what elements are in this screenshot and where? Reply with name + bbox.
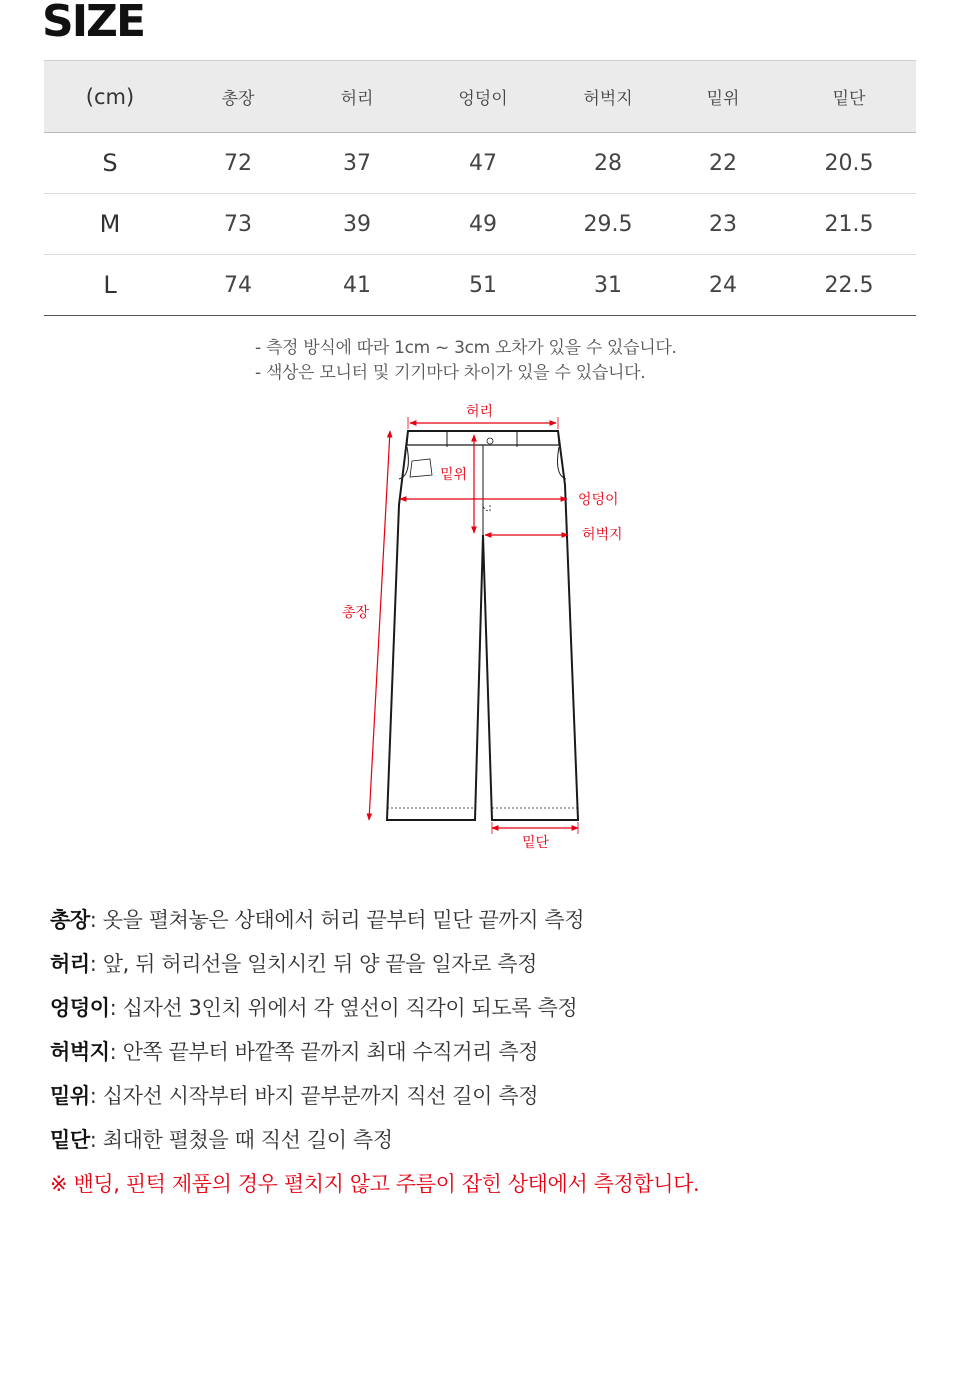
note-line: - 측정 방식에 따라 1cm ~ 3cm 오차가 있을 수 있습니다. [255, 338, 677, 358]
header-hem: 밑단 [782, 61, 916, 133]
size-label: S [44, 133, 176, 194]
header-rise: 밑위 [664, 61, 782, 133]
measurement-warning: ※ 밴딩, 핀턱 제품의 경우 펼치지 않고 주름이 잡힌 상태에서 측정합니다. [50, 1172, 700, 1196]
header-length: 총장 [176, 61, 300, 133]
cell-length: 72 [176, 133, 300, 194]
cell-hip: 51 [414, 255, 552, 316]
label-hip: 엉덩이 [578, 492, 619, 508]
definition-term: 밑위 [50, 1084, 90, 1108]
cell-waist: 39 [300, 194, 414, 255]
length-arrow [369, 431, 390, 820]
size-table-header [44, 61, 916, 133]
table-row [44, 194, 916, 255]
header-thigh: 허벅지 [552, 61, 664, 133]
label-thigh: 허벅지 [582, 527, 623, 543]
definition-desc: : 최대한 펼쳤을 때 직선 길이 측정 [89, 1128, 393, 1152]
cell-rise: 24 [664, 255, 782, 316]
definition-row [50, 1118, 930, 1162]
definition-desc: : 십자선 시작부터 바지 끝부분까지 직선 길이 측정 [89, 1084, 539, 1108]
definition-term: 허벅지 [50, 1040, 110, 1064]
pants-outline [387, 431, 578, 820]
size-table [44, 60, 916, 316]
table-row [44, 255, 916, 316]
measurement-definitions [50, 898, 930, 1206]
cell-waist: 37 [300, 133, 414, 194]
header-unit: (cm) [44, 61, 176, 133]
cell-length: 73 [176, 194, 300, 255]
note-line: - 색상은 모니터 및 기기마다 차이가 있을 수 있습니다. [255, 363, 646, 383]
size-label: L [44, 255, 176, 316]
definition-term: 허리 [50, 952, 90, 976]
definition-term: 밑단 [50, 1128, 90, 1152]
cell-thigh: 28 [552, 133, 664, 194]
label-waist: 허리 [466, 404, 494, 420]
definition-row [50, 1074, 930, 1118]
definition-row [50, 942, 930, 986]
definition-row [50, 986, 930, 1030]
cell-rise: 22 [664, 133, 782, 194]
header-hip: 엉덩이 [414, 61, 552, 133]
cell-rise: 23 [664, 194, 782, 255]
table-row [44, 133, 916, 194]
cell-thigh: 31 [552, 255, 664, 316]
cell-hem: 22.5 [782, 255, 916, 316]
cell-hip: 47 [414, 133, 552, 194]
definition-row [50, 1030, 930, 1074]
definition-term: 엉덩이 [50, 996, 110, 1020]
label-rise: 밑위 [440, 467, 468, 483]
cell-hem: 20.5 [782, 133, 916, 194]
definition-desc: : 안쪽 끝부터 바깥쪽 끝까지 최대 수직거리 측정 [109, 1040, 539, 1064]
cell-hem: 21.5 [782, 194, 916, 255]
cell-length: 74 [176, 255, 300, 316]
label-hem: 밑단 [522, 835, 550, 851]
definition-desc: : 앞, 뒤 허리선을 일치시킨 뒤 양 끝을 일자로 측정 [89, 952, 538, 976]
measurement-notes [255, 336, 677, 386]
cell-thigh: 29.5 [552, 194, 664, 255]
page-title: SIZE [42, 0, 145, 47]
definition-term: 총장 [50, 908, 90, 932]
cell-waist: 41 [300, 255, 414, 316]
cell-hip: 49 [414, 194, 552, 255]
definition-desc: : 옷을 펼쳐놓은 상태에서 허리 끝부터 밑단 끝까지 측정 [89, 908, 585, 932]
definition-row [50, 898, 930, 942]
size-label: M [44, 194, 176, 255]
pants-measurement-diagram [330, 395, 650, 857]
label-length: 총장 [342, 605, 370, 621]
definition-desc: : 십자선 3인치 위에서 각 옆선이 직각이 되도록 측정 [109, 996, 578, 1020]
header-waist: 허리 [300, 61, 414, 133]
